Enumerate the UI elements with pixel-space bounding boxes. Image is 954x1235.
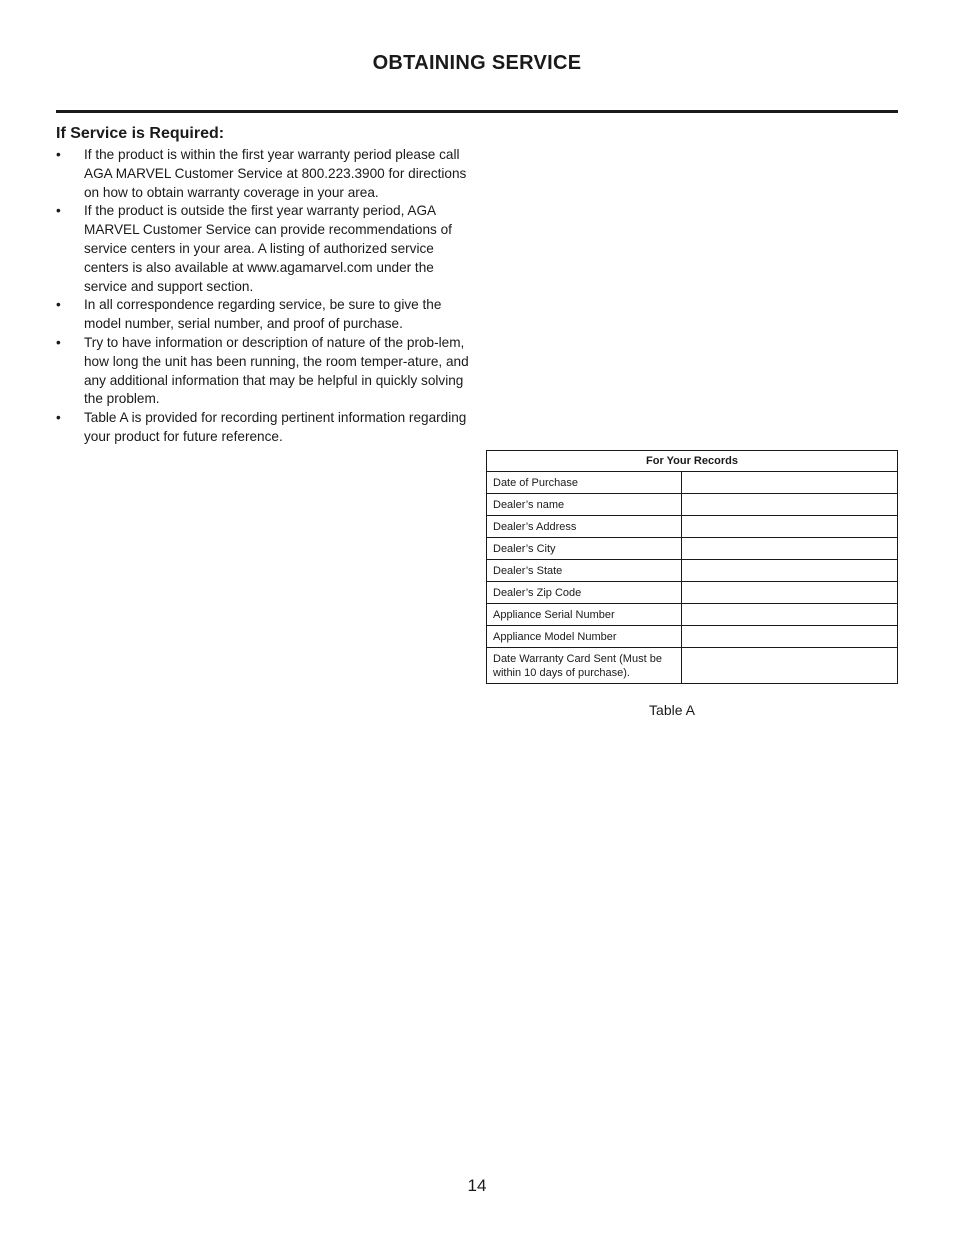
- table-caption: Table A: [649, 702, 695, 718]
- section-heading: If Service is Required:: [56, 125, 225, 142]
- page-number: 14: [467, 1176, 487, 1195]
- row-label-dealer-city: Dealer’s City: [487, 538, 682, 560]
- table-row: [487, 582, 898, 604]
- row-label-dealer-address: Dealer’s Address: [487, 516, 682, 538]
- bullet-text: Try to have information or description of nature of the prob-lem, how long the unit has been running, the room temper-ature, and any additional information that may be helpful in quickly solving the problem.: [84, 334, 469, 407]
- row-value-date-of-purchase[interactable]: [682, 472, 898, 494]
- bullet-item: [56, 296, 471, 334]
- table-row: [487, 626, 898, 648]
- records-table: [486, 450, 898, 684]
- row-label-dealer-state: Dealer’s State: [487, 560, 682, 582]
- bullet-item: [56, 409, 471, 447]
- page-title: OBTAINING SERVICE: [372, 52, 582, 74]
- header-divider: [56, 110, 898, 113]
- table-row: [487, 516, 898, 538]
- service-bullet-list: [56, 146, 471, 447]
- row-value-dealer-city[interactable]: [682, 538, 898, 560]
- bullet-text: In all correspondence regarding service, be sure to give the model number, serial number, and proof of purchase.: [84, 297, 442, 332]
- row-label-serial-number: Appliance Serial Number: [487, 604, 682, 626]
- bullet-item: [56, 202, 471, 296]
- bullet-text: If the product is within the first year warranty period please call AGA MARVEL Customer Service at 800.223.3900 for directions on how to obtain warranty coverage in your area.: [84, 147, 467, 200]
- row-value-dealer-address[interactable]: [682, 516, 898, 538]
- table-row: [487, 538, 898, 560]
- table-row: [487, 472, 898, 494]
- table-row: [487, 560, 898, 582]
- bullet-item: [56, 334, 471, 409]
- bullet-marker: •: [56, 297, 61, 313]
- bullet-marker: •: [56, 334, 61, 350]
- row-value-serial-number[interactable]: [682, 604, 898, 626]
- bullet-item: [56, 146, 471, 202]
- records-table-header: For Your Records: [487, 451, 898, 472]
- table-row: [487, 648, 898, 684]
- bullet-marker: •: [56, 410, 61, 426]
- row-value-warranty-card-date[interactable]: [682, 648, 898, 684]
- row-label-dealer-name: Dealer’s name: [487, 494, 682, 516]
- bullet-marker: •: [56, 203, 61, 219]
- row-value-dealer-name[interactable]: [682, 494, 898, 516]
- row-value-dealer-zip-code[interactable]: [682, 582, 898, 604]
- row-label-model-number: Appliance Model Number: [487, 626, 682, 648]
- row-label-dealer-zip-code: Dealer’s Zip Code: [487, 582, 682, 604]
- row-label-warranty-card-date: Date Warranty Card Sent (Must be within 10 days of purchase).: [487, 648, 682, 684]
- bullet-text: Table A is provided for recording pertinent information regarding your product for future reference.: [84, 410, 467, 444]
- table-row: [487, 604, 898, 626]
- bullet-text: If the product is outside the first year warranty period, AGA MARVEL Customer Service can provide recommendations of service centers in your area. A listing of authorized service centers is also available at www.agamarvel.com under the service and support section.: [84, 203, 452, 294]
- row-label-date-of-purchase: Date of Purchase: [487, 472, 682, 494]
- row-value-dealer-state[interactable]: [682, 560, 898, 582]
- records-table-header-row: [487, 451, 898, 472]
- row-value-model-number[interactable]: [682, 626, 898, 648]
- table-row: [487, 494, 898, 516]
- bullet-marker: •: [56, 147, 61, 162]
